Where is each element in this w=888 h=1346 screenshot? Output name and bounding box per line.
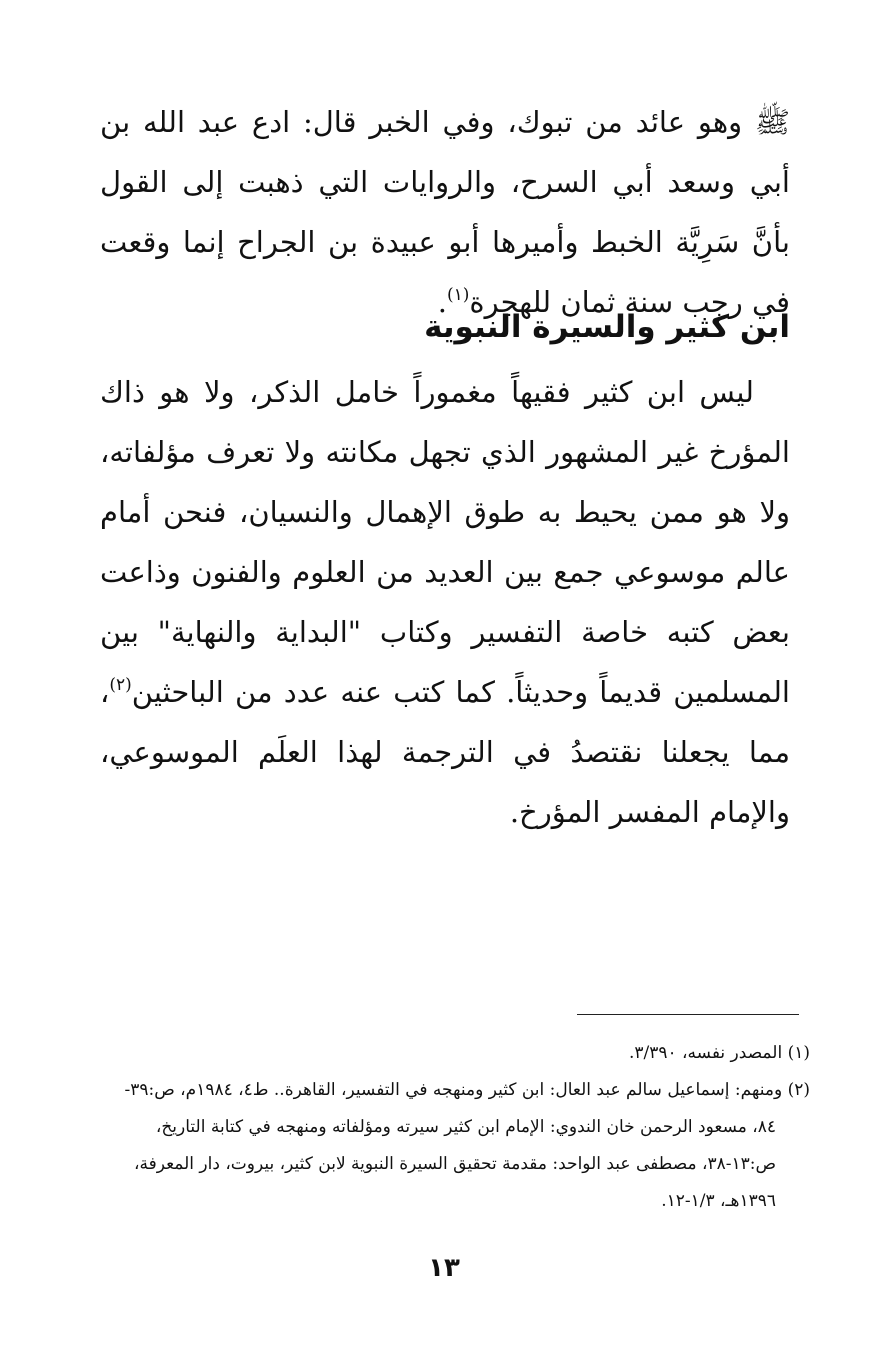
footnote-ref-1: (١): [446, 285, 470, 305]
paragraph-2-end: ، مما يجعلنا نقتصدُ في الترجمة لهذا العلَم الموسوعي، والإمام المفسر المؤرخ.: [100, 675, 790, 829]
paragraph-1-text: ﷺ وهو عائد من تبوك، وفي الخبر قال: ادع عبد الله بن أبي وسعد أبي السرح، والروايات التي ذهبت إلى القول بأنَّ سَرِيَّة الخبط وأميرها أبو عبيدة بن الجراح إنما وقعت في رجب سنة ثمان للهجرة: [100, 105, 790, 319]
footnote-2-line-2: ٨٤، مسعود الرحمن خان الندوي: الإمام ابن كثير سيرته ومؤلفاته ومنهجه في كتابة التاريخ،: [155, 1117, 776, 1137]
footnote-2-line-4: ١٣٩٦هـ، ١/٣-١٢.: [661, 1191, 776, 1211]
paragraph-1: [100, 92, 790, 332]
paragraph-2-text: ليس ابن كثير فقيهاً مغموراً خامل الذكر، ولا هو ذاك المؤرخ غير المشهور الذي تجهل مكانته ولا تعرف مؤلفاته، ولا هو ممن يحيط به طوق الإهمال والنسيان، فنحن أمام عالم موسوعي جمع بين العديد من العلوم والفنون وذاعت بعض كتبه خاصة التفسير وكتاب "البداية والنهاية" بين المسلمين قديماً وحديثاً. كما كتب عنه عدد من الباحثين: [100, 375, 790, 709]
footnote-1: (١) المصدر نفسه، ٣/٣٩٠.: [628, 1043, 810, 1063]
footnotes: [100, 1035, 810, 1220]
page-number: ١٣: [428, 1253, 460, 1283]
footnote-2-line-3: ص:١٣-٣٨، مصطفى عبد الواحد: مقدمة تحقيق السيرة النبوية لابن كثير، بيروت، دار المعرفة،: [133, 1154, 776, 1174]
footnote-2: (٢) ومنهم: إسماعيل سالم عبد العال: ابن كثير ومنهجه في التفسير، القاهرة.. ط٤، ١٩٨٤م، ص:٣٩-: [124, 1080, 810, 1100]
footnote-separator: [577, 1014, 799, 1015]
footnote-ref-2: (٢): [109, 675, 132, 695]
paragraph-1-end: .: [437, 285, 447, 319]
section-heading: ابن كثير والسيرة النبوية: [424, 309, 790, 345]
paragraph-2: [100, 362, 790, 842]
